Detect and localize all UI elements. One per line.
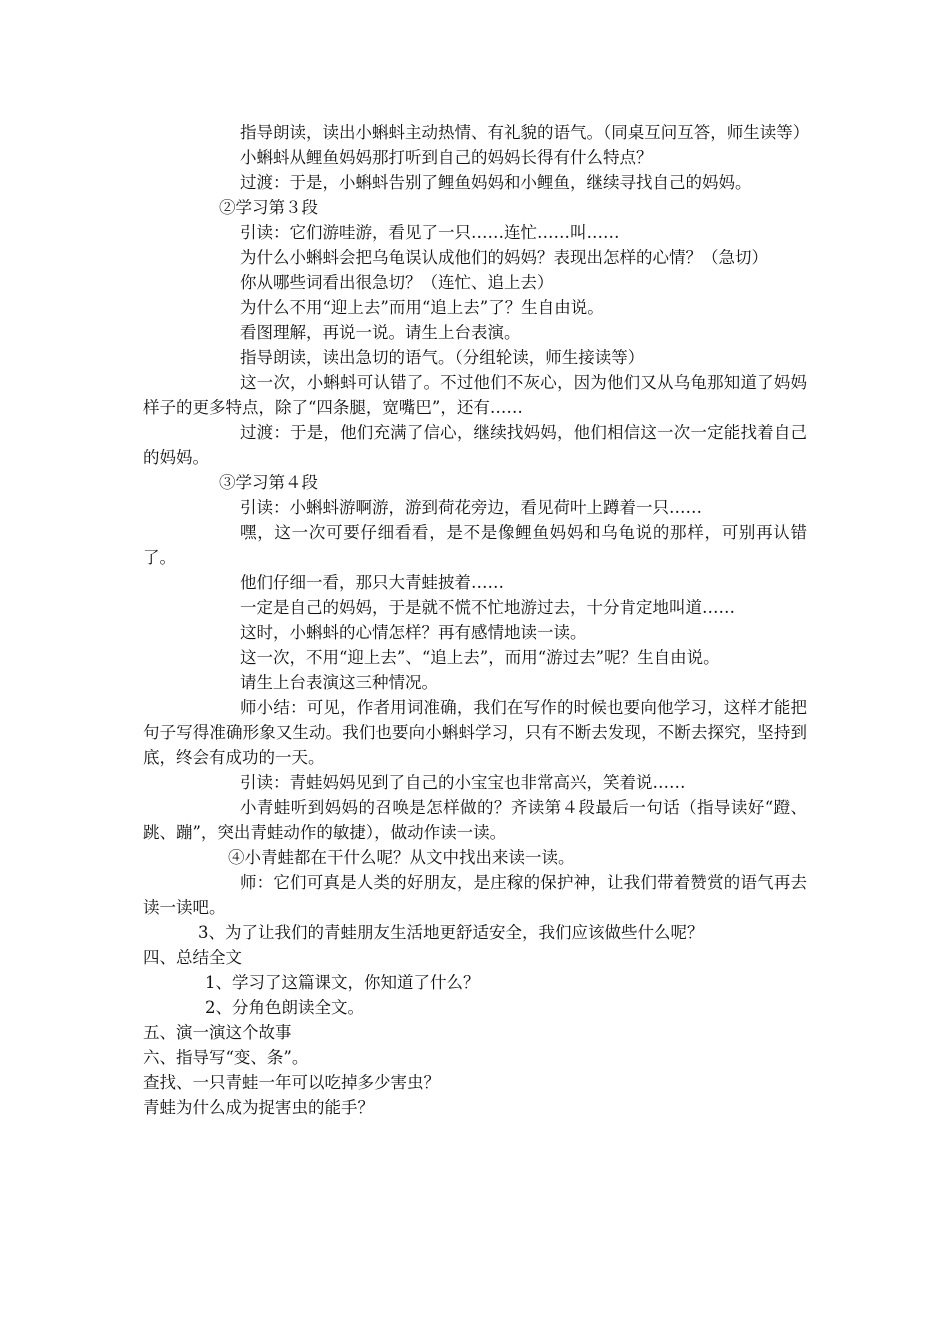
paragraph-urgent-words: 你从哪些词看出很急切？（连忙、追上去）	[240, 273, 554, 292]
section-heading-act-story: 五、演一演这个故事	[143, 1023, 292, 1042]
paragraph-big-frog: 他们仔细一看，那只大青蛙披着……	[240, 573, 504, 592]
paragraph-swim-over: 一定是自己的妈妈，于是就不慌不忙地游过去，十分肯定地叫道……	[240, 598, 735, 617]
paragraph-transition-1: 过渡：于是，小蝌蚪告别了鲤鱼妈妈和小鲤鱼，继续寻找自己的妈妈。	[240, 173, 752, 192]
paragraph-swim-over-question: 这一次，不用“迎上去”、“追上去”，而用“游过去”呢？生自由说。	[240, 648, 720, 667]
section-heading-summary: 四、总结全文	[143, 948, 242, 967]
section-heading-paragraph-3: ②学习第３段	[219, 198, 318, 217]
paragraph-chase-vs-greet: 为什么不用“迎上去”而用“追上去”了？生自由说。	[240, 298, 604, 317]
paragraph-look-carefully: 嘿，这一次可要仔细看看，是不是像鲤鱼妈妈和乌龟说的那样，可别再认错了。	[143, 523, 807, 567]
paragraph-little-frog: 小青蛙听到妈妈的召唤是怎样做的？齐读第４段最后一句话（指导读好“蹬、跳、蹦”，突出青蛙动作的敏捷），做动作读一读。	[143, 798, 807, 842]
paragraph-teacher-summary: 师小结：可见，作者用词准确，我们在写作的时候也要向他学习，这样才能把句子写得准确形象又生动。我们也要向小蝌蚪学习，只有不断去发现，不断去探究，坚持到底，终会有成功的一天。	[143, 698, 807, 767]
list-item-learned: 1、学习了这篇课文，你知道了什么？	[205, 973, 480, 992]
paragraph-lead-reading-mother: 引读：青蛙妈妈见到了自己的小宝宝也非常高兴，笑着说……	[240, 773, 686, 792]
paragraph-perform-three: 请生上台表演这三种情况。	[240, 673, 438, 692]
paragraph-picture-understanding: 看图理解，再说一说。请生上台表演。	[240, 323, 521, 342]
section-heading-paragraph-4: ③学习第４段	[219, 473, 318, 492]
paragraph-guided-reading-urgent: 指导朗读，读出急切的语气。（分组轮读，师生接读等）	[240, 348, 645, 367]
paragraph-mood-question: 这时，小蝌蚪的心情怎样？再有感情地读一读。	[240, 623, 587, 642]
paragraph-mother-features-question: 小蝌蚪从鲤鱼妈妈那打听到自己的妈妈长得有什么特点？	[240, 148, 653, 167]
paragraph-research-pests: 查找、一只青蛙一年可以吃掉多少害虫？	[143, 1073, 440, 1092]
paragraph-teacher-friends: 师：它们可真是人类的好朋友，是庄稼的保护神，让我们带着赞赏的语气再去读一读吧。	[143, 873, 807, 917]
list-item-protect-frogs: 3、为了让我们的青蛙朋友生活地更舒适安全，我们应该做些什么呢？	[198, 923, 704, 942]
paragraph-transition-2: 过渡：于是，他们充满了信心，继续找妈妈，他们相信这一次一定能找着自己的妈妈。	[143, 423, 807, 467]
lesson-plan-text	[143, 120, 810, 1120]
paragraph-why-frog-expert: 青蛙为什么成为捉害虫的能手？	[143, 1098, 374, 1117]
paragraph-lead-reading-3: 引读：它们游哇游，看见了一只……连忙……叫……	[240, 223, 620, 242]
paragraph-lead-reading-4: 引读：小蝌蚪游啊游，游到荷花旁边，看见荷叶上蹲着一只……	[240, 498, 702, 517]
paragraph-wrong-again: 这一次，小蝌蚪可认错了。不过他们不灰心，因为他们又从乌龟那知道了妈妈样子的更多特点，除了“四条腿，宽嘴巴”，还有……	[143, 373, 807, 417]
paragraph-turtle-question: 为什么小蝌蚪会把乌龟误认成他们的妈妈？表现出怎样的心情？（急切）	[240, 248, 768, 267]
section-heading-writing: 六、指导写“变、条”。	[143, 1048, 309, 1067]
section-heading-what-frogs-do: ④小青蛙都在干什么呢？从文中找出来读一读。	[228, 848, 575, 867]
list-item-role-reading: 2、分角色朗读全文。	[205, 998, 364, 1017]
paragraph-guided-reading-polite: 指导朗读，读出小蝌蚪主动热情、有礼貌的语气。（同桌互问互答，师生读等）	[240, 123, 810, 142]
